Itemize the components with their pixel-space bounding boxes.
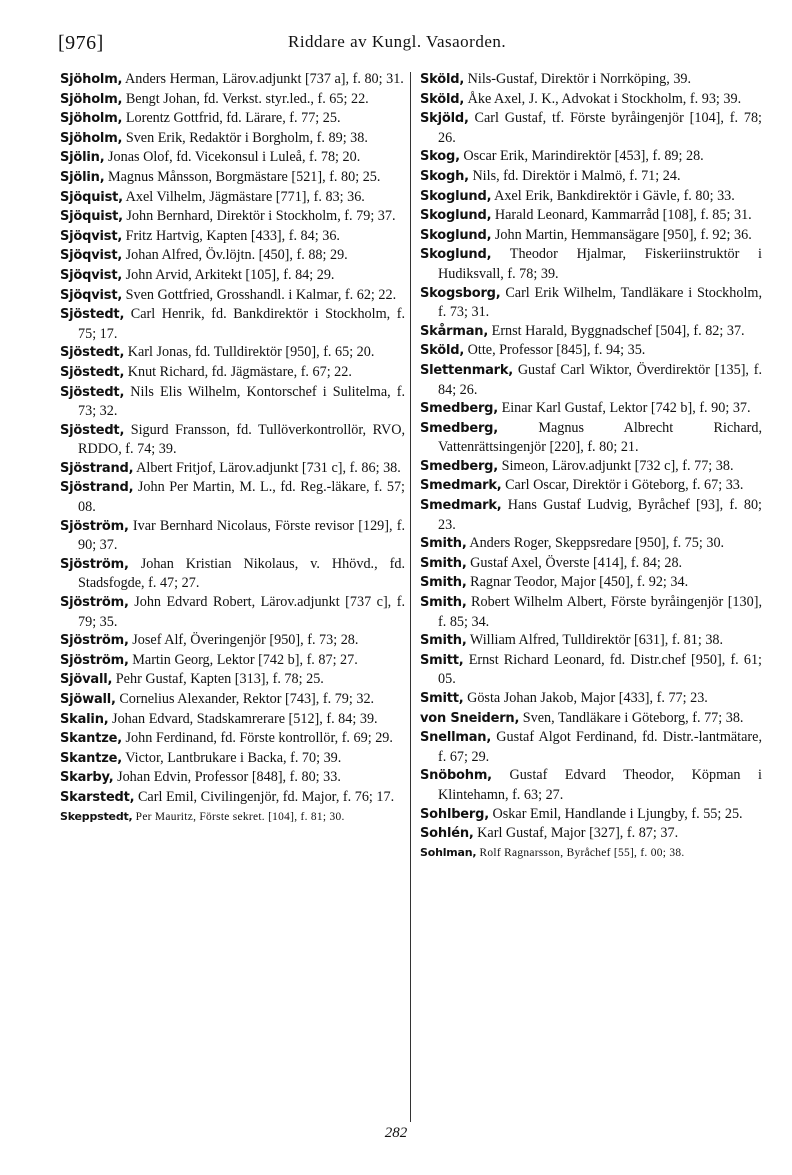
entry-surname: Sjöquist, (60, 209, 123, 225)
entry-surname: Sjöwall, (60, 692, 116, 707)
register-entry (60, 749, 405, 769)
entry-surname: Smith, (420, 575, 467, 591)
entry-details: Carl Emil, Civilingenjör, fd. Major, f. 76; 17. (134, 788, 395, 805)
register-entry (420, 728, 762, 766)
entry-surname: Sjöquist, (60, 189, 123, 205)
entry-details: Einar Karl Gustaf, Lektor [742 b], f. 90; 37. (498, 400, 751, 417)
entry-details: Axel Vilhelm, Jägmästare [771], f. 83; 36. (122, 188, 365, 205)
entry-surname: Smith, (420, 536, 467, 552)
entry-surname: Snöbohm, (420, 768, 492, 784)
entry-details: Ragnar Teodor, Major [450], f. 92; 34. (466, 574, 689, 591)
register-entry (420, 766, 762, 804)
entry-surname: Sjöholm, (60, 130, 123, 146)
entry-details: Gustaf Axel, Överste [414], f. 84; 28. (466, 554, 683, 571)
register-entry (60, 305, 405, 343)
entry-surname: Sjöqvist, (60, 228, 123, 244)
register-entry (420, 476, 762, 496)
register-entry (420, 322, 762, 342)
entry-details: Ivar Bernhard Nicolaus, Förste revisor [129], f. 90; 37. (78, 517, 405, 554)
register-entry (60, 129, 405, 149)
register-entry (60, 651, 405, 671)
entry-surname: Skårman, (420, 323, 489, 339)
column-divider (410, 72, 411, 1122)
entry-details: Hans Gustaf Ludvig, Byråchef [93], f. 80; 23. (438, 497, 762, 533)
register-entry (60, 690, 405, 710)
entry-details: Fritz Hartvig, Kapten [433], f. 84; 36. (122, 227, 340, 244)
register-entry (420, 709, 762, 729)
register-entry (420, 341, 762, 361)
entry-surname: Skjöld, (420, 111, 469, 127)
register-entry (60, 593, 405, 631)
register-entry (60, 788, 405, 808)
entry-details: Gustaf Edvard Theodor, Köpman i Klintehamn, f. 63; 27. (438, 767, 762, 803)
register-entry (420, 70, 762, 90)
register-entry (420, 689, 762, 709)
entry-surname: Sjöström, (60, 633, 129, 649)
register-entry (60, 227, 405, 247)
entry-details: John Ferdinand, fd. Förste kontrollör, f. 69; 29. (121, 730, 393, 747)
entry-surname: Smith, (420, 595, 467, 611)
entry-surname: Sjöstrand, (60, 460, 134, 476)
register-entry (60, 768, 405, 788)
entry-details: Theodor Hjalmar, Fiskeriinstruktör i Hudiksvall, f. 78; 39. (438, 246, 762, 282)
entry-details: Knut Richard, fd. Jägmästare, f. 67; 22. (124, 363, 352, 380)
register-entry (420, 419, 762, 457)
entry-surname: Sjöstedt, (60, 384, 125, 400)
entry-surname: Sjöstedt, (60, 307, 125, 323)
entry-details: Sven Erik, Redaktör i Borgholm, f. 89; 38. (122, 129, 368, 146)
entry-details: Carl Erik Wilhelm, Tandläkare i Stockholm, f. 73; 31. (438, 284, 762, 321)
entry-details: Sigurd Fransson, fd. Tullöverkontrollör, RVO, RDDO, f. 74; 39. (78, 421, 405, 458)
register-entry (420, 496, 762, 534)
entry-surname: Sjölin, (60, 150, 105, 166)
entry-details: Johan Edvard, Stadskamrerare [512], f. 84; 39. (108, 710, 378, 727)
register-entry (60, 517, 405, 555)
register-entry (60, 631, 405, 651)
register-entry (60, 286, 405, 306)
entry-surname: von Sneidern, (420, 710, 520, 726)
entry-details: Ernst Harald, Byggnadschef [504], f. 82; 37. (488, 322, 745, 339)
entry-details: Martin Georg, Lektor [742 b], f. 87; 27. (128, 651, 358, 668)
entry-details: Lorentz Gottfrid, fd. Lärare, f. 77; 25. (122, 110, 341, 127)
register-entry (60, 246, 405, 266)
entry-surname: Skog, (420, 149, 460, 165)
entry-details: Oscar Erik, Marindirektör [453], f. 89; 28. (459, 148, 704, 165)
entry-details: Johan Kristian Nikolaus, v. Hhövd., fd. Stadsfogde, f. 47; 27. (78, 555, 405, 592)
entry-surname: Skoglund, (420, 227, 492, 243)
entry-details: John Arvid, Arkitekt [105], f. 84; 29. (122, 266, 335, 283)
entry-details: William Alfred, Tulldirektör [631], f. 81; 38. (466, 632, 724, 649)
entry-details: Jonas Olof, fd. Vicekonsul i Luleå, f. 78; 20. (104, 149, 361, 166)
entry-surname: Smitt, (420, 652, 464, 668)
entry-details: Josef Alf, Överingenjör [950], f. 73; 28. (128, 632, 359, 649)
register-entry (60, 421, 405, 459)
entry-details: Anders Herman, Lärov.adjunkt [737 a], f. 80; 31. (122, 71, 404, 87)
folio-number: 282 (384, 1125, 408, 1141)
entry-details: Carl Oscar, Direktör i Göteborg, f. 67; 33. (501, 477, 744, 494)
entry-details: Otte, Professor [845], f. 94; 35. (464, 342, 646, 359)
entry-details: Carl Henrik, fd. Bankdirektör i Stockholm, f. 75; 17. (78, 306, 405, 342)
register-entry (420, 593, 762, 631)
entry-surname: Skoglund, (420, 188, 492, 204)
register-entry (420, 90, 762, 110)
entry-surname: Sjöström, (60, 556, 129, 572)
entry-surname: Smitt, (420, 691, 464, 706)
entry-details: Sven, Tandläkare i Göteborg, f. 77; 38. (519, 709, 744, 726)
entry-details: Victor, Lantbrukare i Backa, f. 70; 39. (121, 749, 342, 766)
register-entry (420, 187, 762, 207)
entry-surname: Sjöstedt, (60, 345, 125, 361)
entry-surname: Sohlén, (420, 826, 474, 842)
entry-details: Ernst Richard Leonard, fd. Distr.chef [950], f. 61; 05. (438, 651, 762, 688)
entry-surname: Sjöholm, (60, 72, 123, 87)
register-entry (420, 805, 762, 825)
right-column (420, 70, 762, 862)
register-entry (420, 534, 762, 554)
register-entry (60, 670, 405, 690)
entry-details: Nils-Gustaf, Direktör i Norrköping, 39. (464, 71, 692, 87)
register-entry (420, 206, 762, 226)
register-entry (420, 844, 762, 863)
register-entry (60, 343, 405, 363)
page-header (58, 30, 758, 60)
entry-details: John Bernhard, Direktör i Stockholm, f. 79; 37. (122, 208, 396, 225)
entry-surname: Smith, (420, 633, 467, 649)
running-title: Riddare av Kungl. Vasaorden. (288, 32, 507, 51)
entry-details: Johan Edvin, Professor [848], f. 80; 33. (113, 769, 341, 786)
page-number: [976] (58, 32, 104, 54)
entry-surname: Skoglund, (420, 208, 492, 224)
register-entry (420, 457, 762, 477)
entry-surname: Sjöqvist, (60, 267, 123, 283)
register-entry (420, 167, 762, 187)
entry-details: Cornelius Alexander, Rektor [743], f. 79; 32. (115, 691, 375, 707)
register-entry (420, 147, 762, 167)
register-entry (60, 710, 405, 730)
entry-details: John Martin, Hemmansägare [950], f. 92; 36. (491, 226, 752, 243)
entry-surname: Smedmark, (420, 478, 502, 494)
entry-surname: Skoglund, (420, 247, 492, 263)
register-entry (60, 109, 405, 129)
entry-surname: Sköld, (420, 91, 465, 107)
register-entry (420, 824, 762, 844)
register-entry (420, 284, 762, 322)
entry-details: Karl Jonas, fd. Tulldirektör [950], f. 65; 20. (124, 344, 375, 361)
register-entry (60, 148, 405, 168)
entry-surname: Smedberg, (420, 401, 499, 417)
register-entry (60, 459, 405, 479)
entry-surname: Sjövall, (60, 672, 113, 688)
register-entry (420, 399, 762, 419)
entry-surname: Sohlman, (420, 845, 477, 859)
entry-details: Simeon, Lärov.adjunkt [732 c], f. 77; 38. (498, 457, 734, 474)
entry-surname: Skeppstedt, (60, 809, 133, 823)
register-entry (60, 478, 405, 516)
register-entry (420, 226, 762, 246)
register-entry (420, 361, 762, 399)
entry-details: Rolf Ragnarsson, Byråchef [55], f. 00; 38. (476, 846, 685, 859)
entry-details: John Per Martin, M. L., fd. Reg.-läkare, f. 57; 08. (78, 479, 405, 516)
entry-details: Anders Roger, Skeppsredare [950], f. 75; 30. (466, 535, 725, 552)
entry-details: Harald Leonard, Kammarråd [108], f. 85; 31. (491, 207, 752, 224)
entry-surname: Smedberg, (420, 420, 499, 436)
register-entry (420, 554, 762, 574)
register-entry (60, 729, 405, 749)
register-entry (60, 808, 405, 827)
entry-surname: Smedberg, (420, 458, 499, 474)
register-entry (60, 363, 405, 383)
entry-surname: Sjöholm, (60, 91, 123, 107)
register-entry (60, 266, 405, 286)
entry-surname: Sjöqvist, (60, 287, 123, 303)
entry-surname: Skarby, (60, 770, 114, 786)
entry-surname: Skogh, (420, 168, 469, 184)
entry-details: Per Mauritz, Förste sekret. [104], f. 81; 30. (132, 810, 345, 823)
entry-details: Åke Axel, J. K., Advokat i Stockholm, f. 93; 39. (464, 90, 742, 107)
register-entry (60, 168, 405, 188)
entry-details: Magnus Albrecht Richard, Vattenrättsingenjör [220], f. 80; 21. (438, 419, 762, 456)
entry-surname: Skantze, (60, 731, 122, 747)
entry-surname: Sjöström, (60, 595, 129, 611)
entry-surname: Sjölin, (60, 169, 105, 185)
entry-details: Magnus Månsson, Borgmästare [521], f. 80; 25. (104, 168, 381, 185)
left-column (60, 70, 405, 826)
entry-surname: Skalin, (60, 711, 109, 727)
entry-surname: Skogsborg, (420, 285, 501, 301)
entry-details: Karl Gustaf, Major [327], f. 87; 37. (473, 825, 679, 842)
register-entry (60, 188, 405, 208)
entry-details: John Edvard Robert, Lärov.adjunkt [737 c], f. 79; 35. (78, 594, 405, 630)
entry-surname: Smith, (420, 555, 467, 571)
entry-details: Bengt Johan, fd. Verkst. styr.led., f. 65; 22. (122, 90, 369, 107)
entry-details: Gustaf Algot Ferdinand, fd. Distr.-lantmätare, f. 67; 29. (438, 729, 762, 765)
entry-surname: Sjöström, (60, 652, 129, 668)
register-entry (60, 70, 405, 90)
entry-surname: Sjöqvist, (60, 248, 123, 264)
entry-details: Axel Erik, Bankdirektör i Gävle, f. 80; 33. (491, 187, 735, 204)
register-entry (420, 573, 762, 593)
entry-details: Nils Elis Wilhelm, Kontorschef i Sulitelma, f. 73; 32. (78, 383, 405, 420)
entry-surname: Skantze, (60, 750, 122, 766)
entry-surname: Skarstedt, (60, 789, 135, 805)
entry-details: Albert Fritjof, Lärov.adjunkt [731 c], f. 86; 38. (133, 459, 401, 476)
register-entry (60, 90, 405, 110)
register-entry (420, 245, 762, 283)
entry-surname: Sohlberg, (420, 806, 489, 822)
register-entry (60, 555, 405, 593)
entry-surname: Sjöstrand, (60, 480, 134, 496)
register-entry (420, 109, 762, 147)
entry-surname: Smedmark, (420, 498, 502, 514)
entry-details: Gösta Johan Jakob, Major [433], f. 77; 23. (463, 690, 708, 706)
entry-surname: Sjöstedt, (60, 364, 125, 380)
entry-surname: Sköld, (420, 343, 465, 359)
entry-details: Oskar Emil, Handlande i Ljungby, f. 55; 25. (488, 805, 743, 822)
entry-details: Carl Gustaf, tf. Förste byråingenjör [104], f. 78; 26. (438, 110, 762, 146)
entry-surname: Sjöholm, (60, 111, 123, 127)
register-entry (420, 631, 762, 651)
entry-surname: Sjöstedt, (60, 422, 125, 438)
entry-surname: Slettenmark, (420, 362, 514, 378)
register-entry (60, 207, 405, 227)
entry-details: Gustaf Carl Wiktor, Överdirektör [135], f. 84; 26. (438, 361, 762, 398)
register-entry (420, 651, 762, 689)
register-entry (60, 383, 405, 421)
entry-details: Johan Alfred, Öv.löjtn. [450], f. 88; 29. (122, 247, 348, 264)
entry-surname: Sjöström, (60, 518, 129, 534)
entry-surname: Snellman, (420, 730, 492, 746)
entry-details: Pehr Gustaf, Kapten [313], f. 78; 25. (112, 671, 324, 688)
entry-details: Nils, fd. Direktör i Malmö, f. 71; 24. (468, 167, 681, 184)
entry-surname: Sköld, (420, 72, 465, 87)
entry-details: Robert Wilhelm Albert, Förste byråingenjör [130], f. 85; 34. (438, 594, 762, 630)
entry-details: Sven Gottfried, Grosshandl. i Kalmar, f. 62; 22. (122, 286, 397, 303)
